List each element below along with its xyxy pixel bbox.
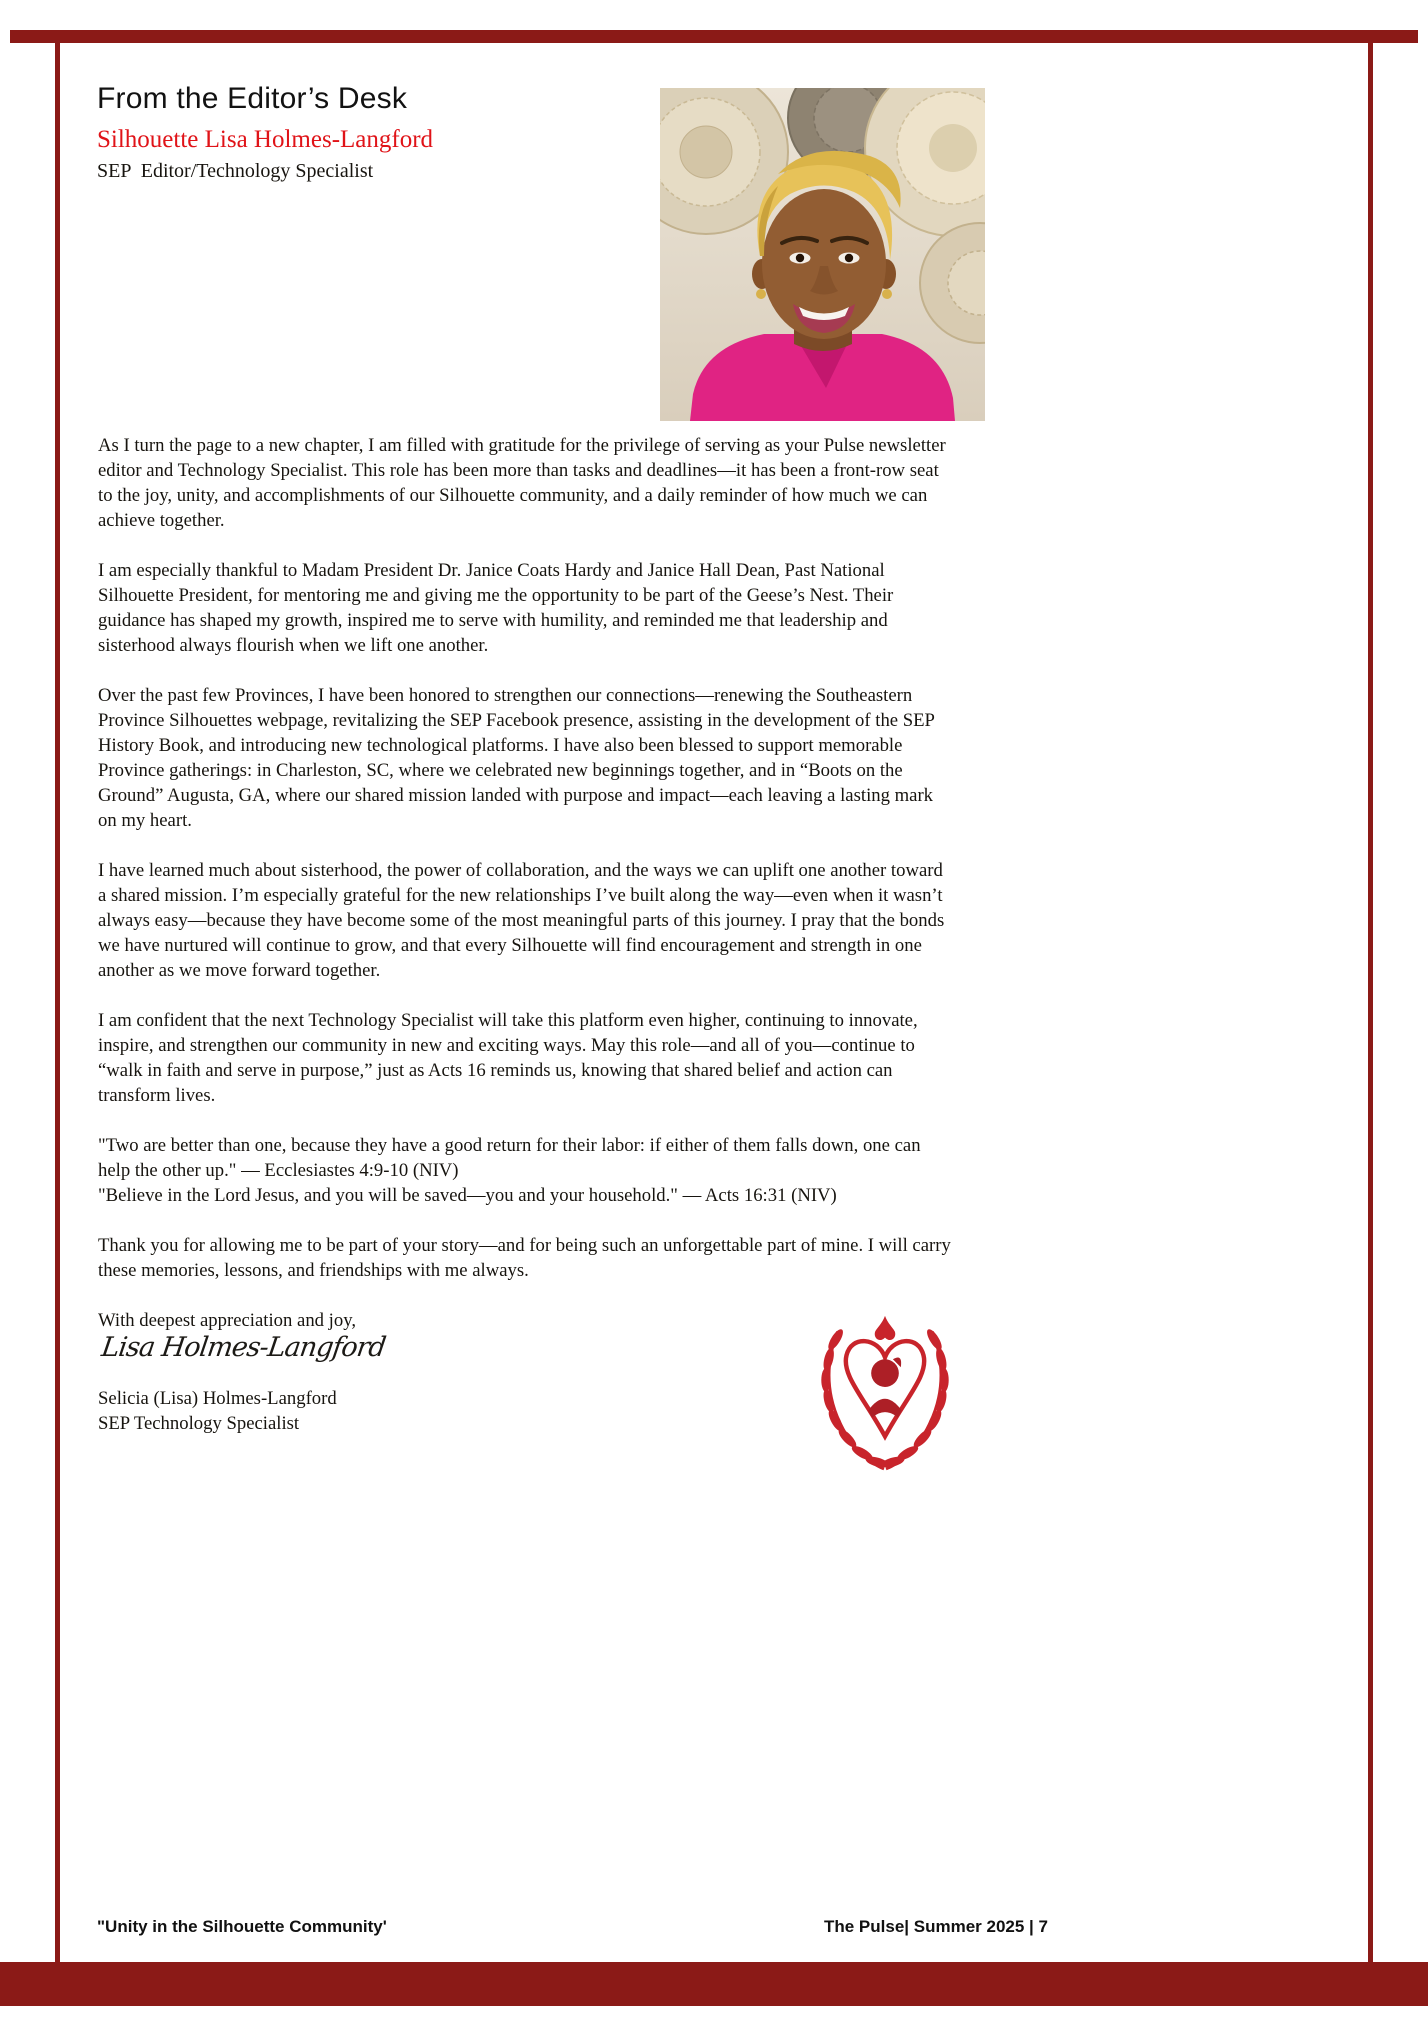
handwritten-signature: Lisa Holmes-Langford — [99, 1332, 388, 1363]
editor-photo — [660, 88, 985, 421]
scripture-quotes — [98, 1133, 954, 1208]
signoff-name: Selicia (Lisa) Holmes-Langford — [98, 1388, 337, 1409]
frame-top-bar — [10, 30, 1418, 43]
frame-bottom-bar — [0, 1962, 1428, 2006]
paragraph-6: Thank you for allowing me to be part of your story—and for being such an unforgettable part of mine. I will carry these memories, lessons, and friendships with me always. — [98, 1235, 951, 1281]
paragraph-5: I am confident that the next Technology Specialist will take this platform even higher, continuing to innovate, inspire, and strengthen our community in new and exciting ways. May this role—and all of you—continue to “walk in faith and serve in purpose,” just as Acts 16 reminds us, knowing that shared belief and action can transform lives. — [98, 1010, 918, 1106]
paragraph-2: I am especially thankful to Madam President Dr. Janice Coats Hardy and Janice Hall Dean, Past National Silhouette President, for mentoring me and giving me the opportunity to be part of the Geese’s Nest. Their guidance has shaped my growth, inspired me to serve with humility, and reminded me that leadership and sisterhood always flourish when we lift one another. — [98, 560, 894, 656]
heart-emblem — [846, 1316, 924, 1436]
footer-pagination: The Pulse| Summer 2025 | 7 — [823, 1917, 1048, 1936]
footer-motto: "Unity in the Silhouette Community' — [97, 1917, 387, 1936]
letter-body — [98, 433, 954, 1436]
page-title: From the Editor’s Desk — [97, 82, 408, 115]
quote-ecclesiastes: "Two are better than one, because they have a good return for their labor: if either of them falls down, one can help the other up." — Ecclesiastes 4:9-10 (NIV) — [98, 1135, 921, 1181]
signoff-role: SEP Technology Specialist — [98, 1413, 300, 1434]
page-footer — [97, 1917, 1048, 1937]
closing-line: With deepest appreciation and joy, — [98, 1310, 357, 1331]
page-header — [97, 82, 433, 183]
quote-acts: "Believe in the Lord Jesus, and you will be saved—you and your household." — Acts 16:31 (NIV) — [98, 1185, 837, 1206]
author-name: Silhouette Lisa Holmes-Langford — [97, 126, 434, 153]
frame-right-bar — [1368, 43, 1373, 1962]
laurel-heart-logo-icon — [806, 1288, 964, 1478]
paragraph-3: Over the past few Provinces, I have been honored to strengthen our connections—renewing the Southeastern Province Silhouettes webpage, revitalizing the SEP Facebook presence, assisting in the development of the SEP History Book, and introducing new technological platforms. I have also been blessed to support memorable Province gatherings: in Charleston, SC, where we celebrated new beginnings together, and in “Boots on the Ground” Augusta, GA, where our shared mission landed with purpose and impact—each leaving a lasting mark on my heart. — [98, 685, 935, 831]
frame-left-bar — [55, 43, 60, 1962]
editor-portrait-illustration — [660, 88, 985, 421]
paragraph-1: As I turn the page to a new chapter, I am filled with gratitude for the privilege of serving as your Pulse newsletter editor and Technology Specialist. This role has been more than tasks and deadlines—it has been a front-row seat to the joy, unity, and accomplishments of our Silhouette community, and a daily reminder of how much we can achieve together. — [98, 435, 946, 531]
author-role: SEP Editor/Technology Specialist — [97, 160, 374, 182]
paragraph-4: I have learned much about sisterhood, the power of collaboration, and the ways we can uplift one another toward a shared mission. I’m especially grateful for the new relationships I’ve built along the way—even when it wasn’t always easy—because they have become some of the most meaningful parts of this journey. I pray that the bonds we have nurtured will continue to grow, and that every Silhouette will find encouragement and strength in one another as we move forward together. — [98, 860, 945, 981]
sep-silhouettes-logo — [806, 1288, 964, 1478]
